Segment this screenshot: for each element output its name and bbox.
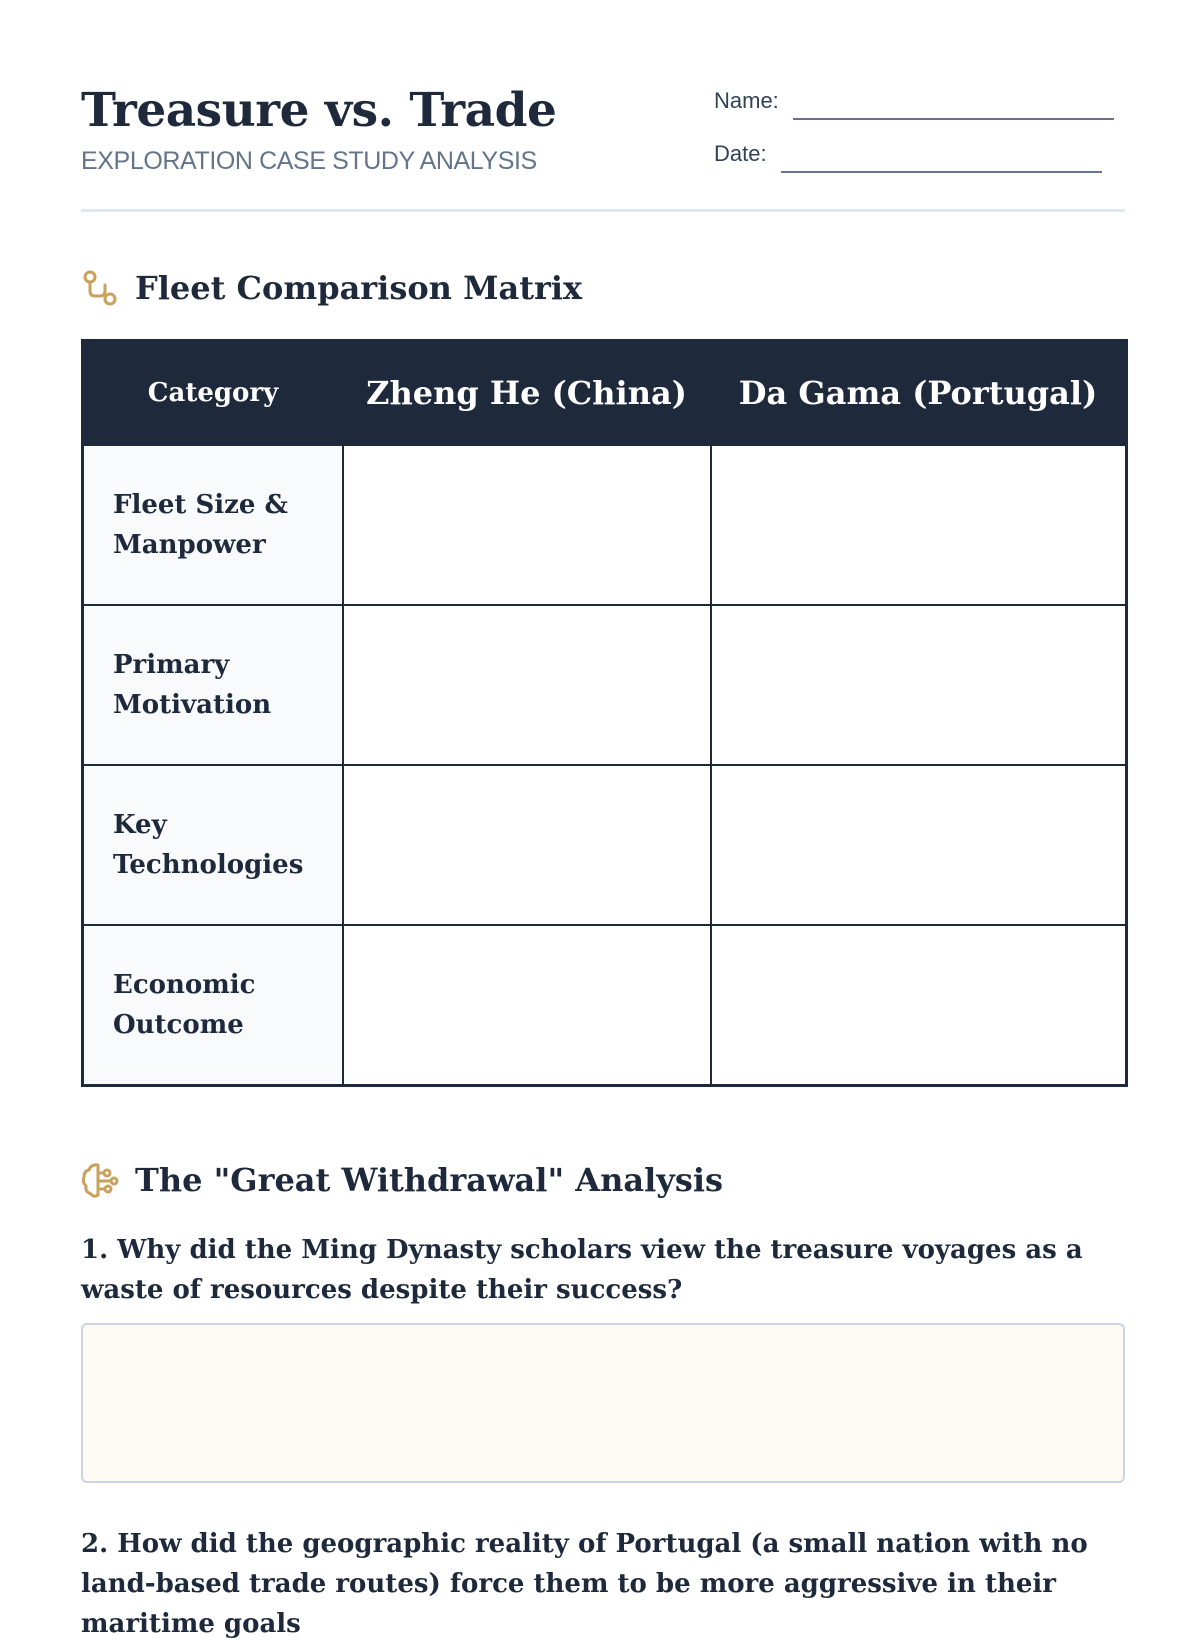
page-title: Treasure vs. Trade [81, 83, 557, 138]
answer-cell-da-gama-economic[interactable] [711, 925, 1127, 1085]
answer-box-1[interactable] [81, 1323, 1125, 1483]
answer-cell-zheng-he-fleet-size[interactable] [343, 445, 711, 605]
answer-cell-zheng-he-technologies[interactable] [343, 765, 711, 925]
worksheet-page [81, 0, 1125, 1639]
answer-cell-da-gama-technologies[interactable] [711, 765, 1127, 925]
analysis-heading: The "Great Withdrawal" Analysis [135, 1161, 724, 1199]
name-input-line[interactable] [793, 118, 1114, 120]
name-label: Name: [714, 88, 779, 113]
question-2: 2. How did the geographic reality of Portugal (a small nation with no land-based trade routes) force them to be more aggressive in their maritime goals [81, 1529, 1088, 1639]
row-label-economic-outcome: Economic Outcome [83, 925, 343, 1085]
table-row [83, 765, 1127, 925]
question-1: 1. Why did the Ming Dynasty scholars view the treasure voyages as a waste of resources despite their success? [81, 1235, 1083, 1305]
analysis-section-heading [81, 1160, 723, 1200]
name-field [714, 88, 1114, 114]
table-row [83, 445, 1127, 605]
answer-cell-da-gama-motivation[interactable] [711, 605, 1127, 765]
page-subtitle: EXPLORATION CASE STUDY ANALYSIS [81, 147, 537, 175]
brain-icon [81, 1161, 119, 1199]
row-label-fleet-size: Fleet Size & Manpower [83, 445, 343, 605]
fleet-comparison-table [81, 339, 1128, 1087]
matrix-section-heading [81, 268, 582, 308]
column-header-zheng-he: Zheng He (China) [343, 341, 711, 446]
row-label-primary-motivation: Primary Motivation [83, 605, 343, 765]
date-label: Date: [714, 141, 767, 166]
answer-cell-zheng-he-economic[interactable] [343, 925, 711, 1085]
row-label-key-technologies: Key Technologies [83, 765, 343, 925]
table-row [83, 925, 1127, 1085]
answer-cell-da-gama-fleet-size[interactable] [711, 445, 1127, 605]
date-field [714, 141, 1102, 167]
date-input-line[interactable] [781, 171, 1102, 173]
worksheet-header [81, 0, 1125, 212]
table-header-row [83, 341, 1127, 446]
answer-cell-zheng-he-motivation[interactable] [343, 605, 711, 765]
table-row [83, 605, 1127, 765]
route-icon [81, 269, 119, 307]
matrix-heading: Fleet Comparison Matrix [135, 269, 583, 307]
column-header-category: Category [83, 341, 343, 446]
column-header-da-gama: Da Gama (Portugal) [711, 341, 1127, 446]
